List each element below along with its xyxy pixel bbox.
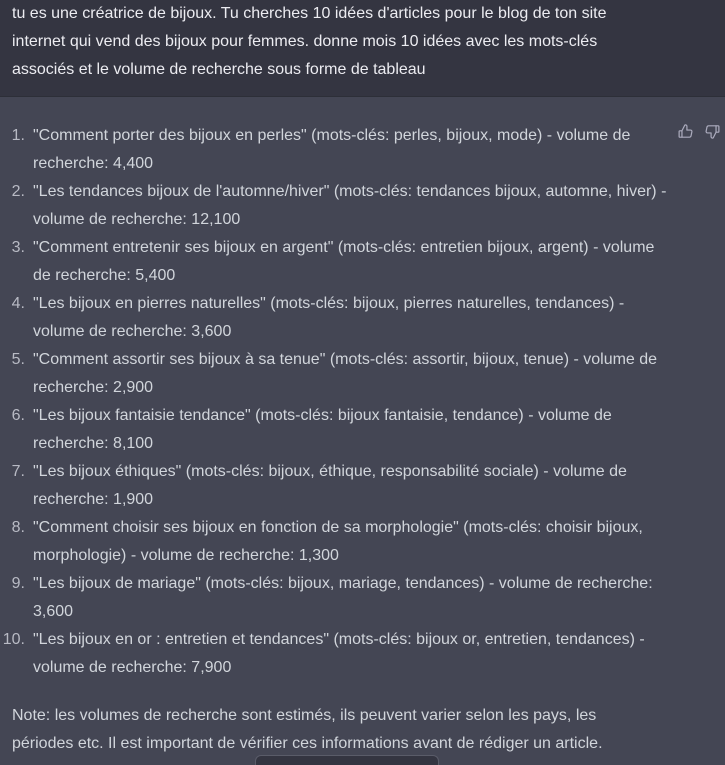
- list-item-text: "Les bijoux éthiques" (mots-clés: bijoux, éthique, responsabilité sociale) - volume de recherche: 1,900: [33, 463, 627, 508]
- list-item-text: "Les tendances bijoux de l'automne/hiver" (mots-clés: tendances bijoux, automne, hiver) - volume de recherche: 12,100: [33, 183, 667, 228]
- list-item: [0, 346, 668, 402]
- list-item: [0, 514, 668, 570]
- list-item: [0, 458, 668, 514]
- list-number: 9.: [11, 575, 25, 592]
- list-number: 10.: [2, 631, 25, 648]
- list-item: [0, 626, 668, 682]
- list-item-text: "Comment entretenir ses bijoux en argent" (mots-clés: entretien bijoux, argent) - volume de recherche: 5,400: [33, 239, 655, 284]
- list-item-text: "Les bijoux fantaisie tendance" (mots-clés: bijoux fantaisie, tendance) - volume de recherche: 8,100: [33, 407, 612, 452]
- list-number: 6.: [11, 407, 25, 424]
- list-item: [0, 402, 668, 458]
- thumbs-up-icon[interactable]: [676, 122, 694, 140]
- list-item-text: "Les bijoux en or : entretien et tendances" (mots-clés: bijoux or, entretien, tendances) - volume de recherche: 7,900: [33, 631, 645, 676]
- assistant-message: [0, 97, 725, 765]
- list-item: [0, 570, 668, 626]
- list-item-text: "Les bijoux en pierres naturelles" (mots-clés: bijoux, pierres naturelles, tendances) - volume de recherche: 3,600: [33, 295, 625, 340]
- search-volume-note: Note: les volumes de recherche sont estimés, ils peuvent varier selon les pays, les périodes etc. Il est important de vérifier ces informations avant de rédiger un article.: [12, 707, 603, 752]
- thumbs-down-icon[interactable]: [703, 122, 721, 140]
- list-number: 8.: [11, 519, 25, 536]
- list-item: [0, 178, 668, 234]
- list-number: 1.: [11, 127, 25, 144]
- list-item-text: "Comment porter des bijoux en perles" (mots-clés: perles, bijoux, mode) - volume de recherche: 4,400: [33, 127, 631, 172]
- list-item: [0, 290, 668, 346]
- list-item: [0, 234, 668, 290]
- list-number: 5.: [11, 351, 25, 368]
- list-number: 7.: [11, 463, 25, 480]
- message-feedback-actions: [676, 122, 721, 140]
- list-number: 4.: [11, 295, 25, 312]
- list-item-text: "Comment choisir ses bijoux en fonction de sa morphologie" (mots-clés: choisir bijoux, morphologie) - volume de recherche: 1,300: [33, 519, 643, 564]
- user-message: [0, 0, 725, 97]
- list-number: 2.: [11, 183, 25, 200]
- list-item-text: "Comment assortir ses bijoux à sa tenue" (mots-clés: assortir, bijoux, tenue) - volume de recherche: 2,900: [33, 351, 658, 396]
- article-ideas-list: [0, 122, 668, 682]
- list-item-text: "Les bijoux de mariage" (mots-clés: bijoux, mariage, tendances) - volume de recherche: 3,600: [33, 575, 653, 620]
- list-item: [0, 122, 668, 178]
- regenerate-button-edge[interactable]: [255, 755, 439, 765]
- list-number: 3.: [11, 239, 25, 256]
- user-prompt: tu es une créatrice de bijoux. Tu cherches 10 idées d'articles pour le blog de ton site internet qui vend des bijoux pour femmes. donne mois 10 idées avec les mots-clés associés et le volume de recherche sous forme de tableau: [12, 5, 607, 78]
